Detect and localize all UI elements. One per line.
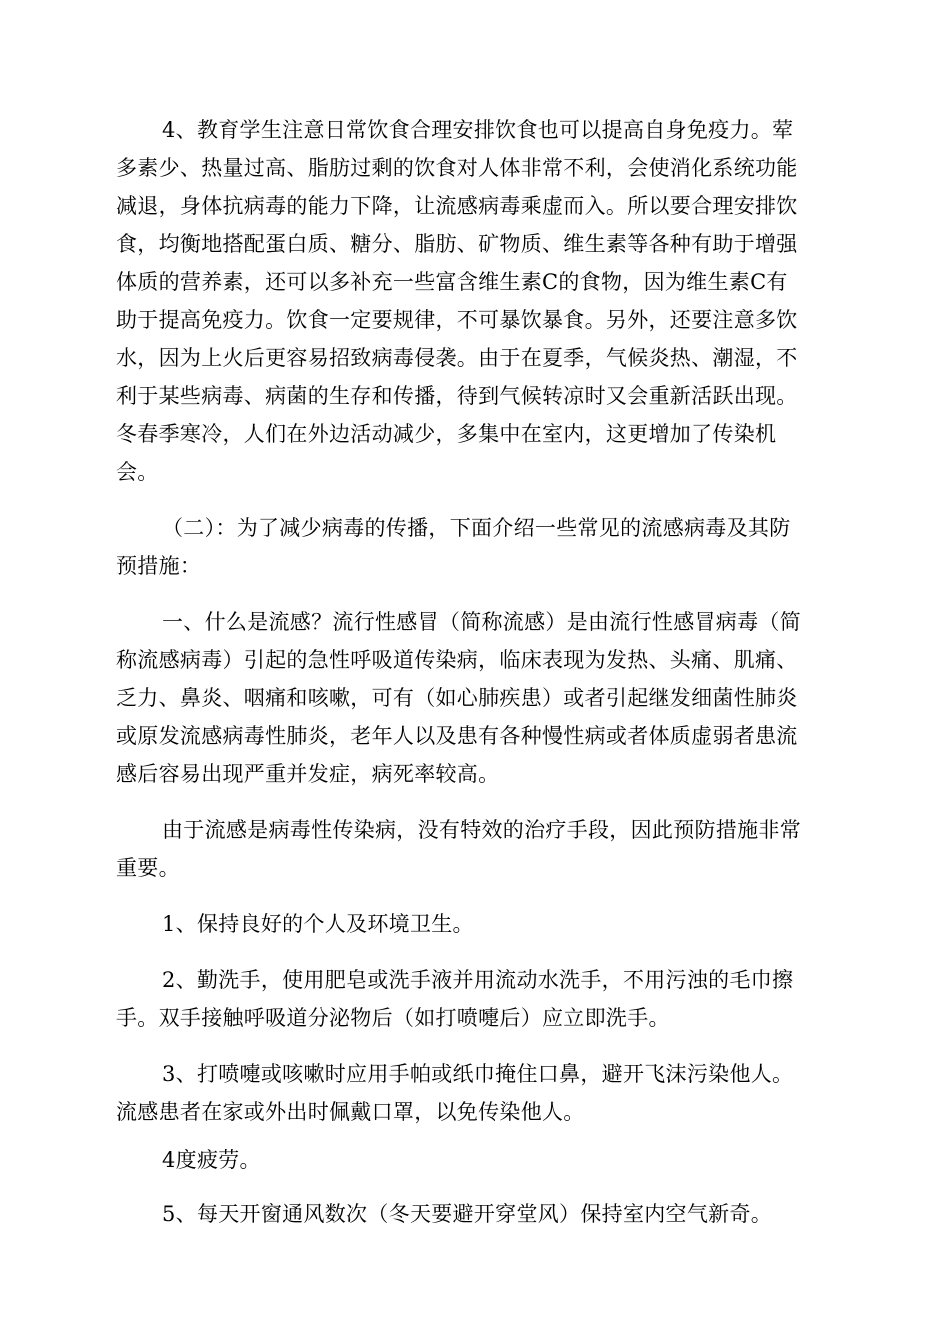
text-line: 感后容易出现严重并发症，病死率较高。	[116, 762, 500, 786]
text-line: 助于提高免疫力。饮食一定要规律，不可暴饮暴食。另外，还要注意多饮	[116, 308, 798, 332]
text-line: 预措施：	[116, 554, 202, 578]
text-line: 重要。	[116, 856, 180, 880]
text-line: 3、打喷嚏或咳嗽时应用手帕或纸巾掩住口鼻，避开飞沫污染他人。	[162, 1062, 794, 1086]
text-line: 多素少、热量过高、脂肪过剩的饮食对人体非常不利，会使消化系统功能	[116, 156, 798, 180]
text-line: 称流感病毒）引起的急性呼吸道传染病，临床表现为发热、头痛、肌痛、	[116, 648, 798, 672]
text-line: 利于某些病毒、病菌的生存和传播，待到气候转凉时又会重新活跃出现。	[116, 384, 798, 408]
text-line: （二）：为了减少病毒的传播，下面介绍一些常见的流感病毒及其防	[162, 516, 791, 540]
text-line: 水，因为上火后更容易招致病毒侵袭。由于在夏季，气候炎热、潮湿，不	[116, 346, 798, 370]
text-line: 体质的营养素，还可以多补充一些富含维生素C的食物，因为维生素C有	[116, 270, 788, 294]
text-line: 会。	[116, 460, 159, 484]
text-line: 4、教育学生注意日常饮食合理安排饮食也可以提高自身免疫力。荤	[162, 118, 794, 142]
text-line: 2、勤洗手，使用肥皂或洗手液并用流动水洗手，不用污浊的毛巾擦	[162, 968, 794, 992]
text-line: 冬春季寒冷，人们在外边活动减少，多集中在室内，这更增加了传染机	[116, 422, 777, 446]
text-line: 手。双手接触呼吸道分泌物后（如打喷嚏后）应立即洗手。	[116, 1006, 670, 1030]
text-line: 减退，身体抗病毒的能力下降，让流感病毒乘虚而入。所以要合理安排饮	[116, 194, 798, 218]
text-line: 1、保持良好的个人及环境卫生。	[162, 912, 474, 936]
text-line: 由于流感是病毒性传染病，没有特效的治疗手段，因此预防措施非常	[162, 818, 801, 842]
text-line: 或原发流感病毒性肺炎，老年人以及患有各种慢性病或者体质虚弱者患流	[116, 724, 798, 748]
text-line: 5、每天开窗通风数次（冬天要避开穿堂风）保持室内空气新奇。	[162, 1202, 773, 1226]
text-line: 一、什么是流感？流行性感冒（简称流感）是由流行性感冒病毒（简	[162, 610, 801, 634]
text-line: 4度疲劳。	[162, 1148, 261, 1172]
text-line: 食，均衡地搭配蛋白质、糖分、脂肪、矿物质、维生素等各种有助于增强	[116, 232, 798, 256]
text-line: 流感患者在家或外出时佩戴口罩，以免传染他人。	[116, 1100, 585, 1124]
text-line: 乏力、鼻炎、咽痛和咳嗽，可有（如心肺疾患）或者引起继发细菌性肺炎	[116, 686, 798, 710]
